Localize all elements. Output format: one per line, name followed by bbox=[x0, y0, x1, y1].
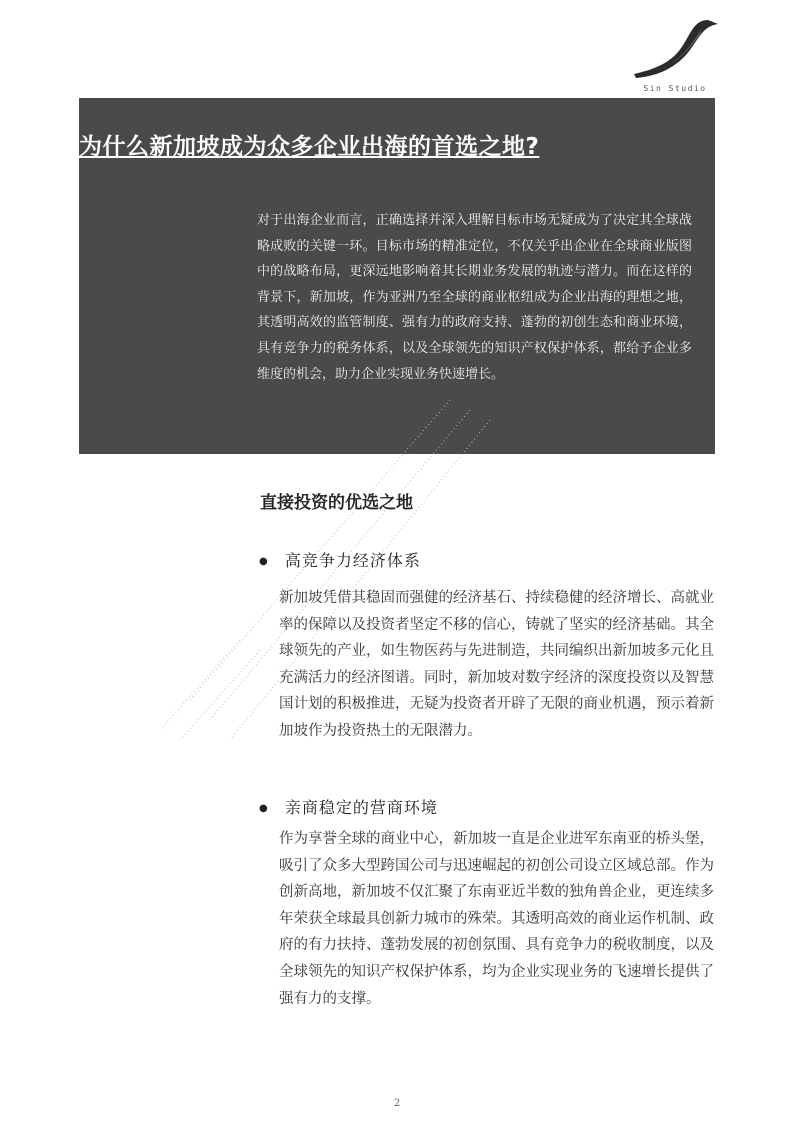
hero-title: 为什么新加坡成为众多企业出海的首选之地? bbox=[79, 134, 540, 160]
bullet-title: 亲商稳定的营商环境 bbox=[284, 798, 438, 817]
hero-banner bbox=[79, 98, 715, 454]
paragraph-economy: 新加坡凭借其稳固而强健的经济基石、持续稳健的经济增长、高就业率的保障以及投资者坚定不移的信心，铸就了坚实的经济基础。其全球领先的产业，如生物医药与先进制造，共同编织出新加坡多元化且充满活力的经济图谱。同时，新加坡对数字经济的深度投资以及智慧国计划的积极推进，无疑为投资者开辟了无限的商业机遇，预示着新加坡作为投资热土的无限潜力。 bbox=[279, 590, 714, 739]
logo-text: Sin Studio bbox=[643, 84, 707, 93]
section-heading: 直接投资的优选之地 bbox=[260, 493, 413, 513]
page-number: 2 bbox=[393, 1098, 401, 1109]
bullet-marker: ● bbox=[259, 556, 268, 567]
bullet-item-2 bbox=[259, 795, 438, 818]
logo-mark-icon bbox=[630, 18, 720, 80]
paragraph-business-environment: 作为享誉全球的商业中心，新加坡一直是企业进军东南亚的桥头堡，吸引了众多大型跨国公司与迅速崛起的初创公司设立区域总部。作为创新高地，新加坡不仅汇聚了东南亚近半数的独角兽企业，更连续多年荣获全球最具创新力城市的殊荣。其透明高效的商业运作机制、政府的有力扶持、蓬勃发展的初创氛围、具有竞争力的税收制度，以及全球领先的知识产权保护体系，均为企业实现业务的飞速增长提供了强有力的支撑。 bbox=[279, 831, 714, 1007]
bullet-title: 高竞争力经济体系 bbox=[284, 551, 421, 570]
hero-body: 对于出海企业而言，正确选择并深入理解目标市场无疑成为了决定其全球战略成败的关键一环。目标市场的精准定位，不仅关乎出企业在全球商业版图中的战略布局，更深远地影响着其长期业务发展的轨迹与潜力。而在这样的背景下，新加坡，作为亚洲乃至全球的商业枢纽成为企业出海的理想之地，其透明高效的监管制度、强有力的政府支持、蓬勃的初创生态和商业环境，具有竞争力的税务体系，以及全球领先的知识产权保护体系，都给予企业多维度的机会，助力企业实现业务快速增长。 bbox=[257, 213, 692, 382]
bullet-marker: ● bbox=[259, 803, 268, 814]
bullet-item-1 bbox=[259, 548, 421, 571]
logo bbox=[630, 18, 720, 98]
